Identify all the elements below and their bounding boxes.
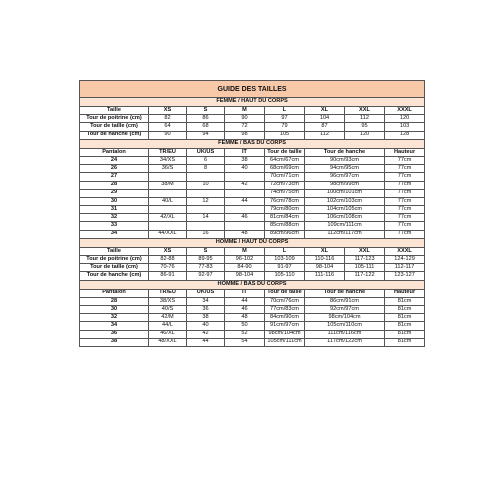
table-cell: 44/L bbox=[149, 322, 187, 330]
table-cell: 112 bbox=[305, 131, 345, 139]
table-cell: 40 bbox=[225, 165, 265, 173]
table-cell: 79cm/80cm bbox=[265, 206, 305, 214]
section-heading-row bbox=[80, 139, 425, 148]
table-row bbox=[80, 338, 425, 346]
table-cell: 38/M bbox=[149, 181, 187, 189]
column-header: XXXL bbox=[385, 247, 425, 255]
table-cell: 98-104 bbox=[225, 272, 265, 280]
table-cell: 81cm bbox=[385, 338, 425, 346]
table-cell: 34/XS bbox=[149, 156, 187, 164]
table-cell: 92cm/97cm bbox=[305, 305, 385, 313]
table-cell: 29 bbox=[80, 189, 149, 197]
table-cell: 84cm/90cm bbox=[265, 314, 305, 322]
table-cell: 70cm/76cm bbox=[265, 297, 305, 305]
table-row bbox=[80, 181, 425, 189]
table-cell: 72cm/73cm bbox=[265, 181, 305, 189]
table-cell: Tour de hanche (cm) bbox=[80, 272, 149, 280]
table-cell: 104 bbox=[305, 115, 345, 123]
table-cell: 44 bbox=[187, 338, 225, 346]
table-cell: 77cm bbox=[385, 165, 425, 173]
table-cell bbox=[187, 189, 225, 197]
section-heading: FEMME / BAS DU CORPS bbox=[80, 139, 425, 148]
table-cell: 79 bbox=[265, 123, 305, 131]
table-cell: 90cm/93cm bbox=[305, 156, 385, 164]
table-cell: 38/XS bbox=[149, 297, 187, 305]
column-header: XS bbox=[149, 107, 187, 115]
table-cell: 64cm/67cm bbox=[265, 156, 305, 164]
table-cell: 105-110 bbox=[265, 272, 305, 280]
table-cell: 27 bbox=[80, 173, 149, 181]
column-header: Pantalon bbox=[80, 289, 149, 297]
table-cell: 32 bbox=[80, 314, 149, 322]
table-header-row bbox=[80, 247, 425, 255]
table-cell: 70-76 bbox=[149, 264, 187, 272]
column-header: XXL bbox=[345, 247, 385, 255]
table-cell: 8 bbox=[187, 165, 225, 173]
table-cell: 81cm bbox=[385, 305, 425, 313]
table-cell: 105-111 bbox=[345, 264, 385, 272]
table-cell: 10 bbox=[187, 181, 225, 189]
column-header: Pantalon bbox=[80, 148, 149, 156]
table-cell: Tour de poitrine (cm) bbox=[80, 256, 149, 264]
table-cell: 77cm/83cm bbox=[265, 305, 305, 313]
table-cell: 32 bbox=[80, 214, 149, 222]
table-cell: 102cm/103cm bbox=[305, 197, 385, 205]
table-cell: 77-83 bbox=[187, 264, 225, 272]
table-cell: 42 bbox=[187, 330, 225, 338]
table-cell: 103 bbox=[385, 123, 425, 131]
column-header: IT bbox=[225, 148, 265, 156]
table-cell: 14 bbox=[187, 214, 225, 222]
table-cell: 111cm/116cm bbox=[305, 330, 385, 338]
column-header: UK/US bbox=[187, 148, 225, 156]
section-heading-row bbox=[80, 238, 425, 247]
table-cell: 34 bbox=[187, 297, 225, 305]
table-cell: 70cm/71cm bbox=[265, 173, 305, 181]
table-cell: 105 bbox=[265, 131, 305, 139]
table-cell: 38 bbox=[187, 314, 225, 322]
section-heading-row bbox=[80, 280, 425, 289]
table-row bbox=[80, 222, 425, 230]
table-cell: 91-97 bbox=[265, 264, 305, 272]
column-header: L bbox=[265, 107, 305, 115]
column-header: Taille bbox=[80, 247, 149, 255]
section-heading: FEMME / HAUT DU CORPS bbox=[80, 98, 425, 107]
column-header: Tour de taille bbox=[265, 148, 305, 156]
table-cell: 81cm bbox=[385, 322, 425, 330]
table-cell: 44 bbox=[225, 297, 265, 305]
table-cell bbox=[149, 173, 187, 181]
table-cell: 6 bbox=[187, 156, 225, 164]
table-cell: 24 bbox=[80, 156, 149, 164]
column-header: XS bbox=[149, 247, 187, 255]
column-header: TR/EU bbox=[149, 148, 187, 156]
table-cell: 128 bbox=[385, 131, 425, 139]
table-cell bbox=[149, 222, 187, 230]
table-row bbox=[80, 173, 425, 181]
table-row bbox=[80, 256, 425, 264]
column-header: XL bbox=[305, 247, 345, 255]
table-row bbox=[80, 314, 425, 322]
table-cell: 40/L bbox=[149, 197, 187, 205]
table-cell: 68cm/69cm bbox=[265, 165, 305, 173]
table-cell: 77cm bbox=[385, 156, 425, 164]
table-cell: 68 bbox=[187, 123, 225, 131]
table-cell: 112 bbox=[345, 115, 385, 123]
table-row bbox=[80, 322, 425, 330]
table-cell: 120 bbox=[385, 115, 425, 123]
table-cell: 38 bbox=[80, 338, 149, 346]
table-cell bbox=[187, 173, 225, 181]
table-cell: 81cm bbox=[385, 297, 425, 305]
column-header: Taille bbox=[80, 107, 149, 115]
table-cell: 123-127 bbox=[385, 272, 425, 280]
table-cell bbox=[149, 189, 187, 197]
table-cell: 38 bbox=[225, 156, 265, 164]
column-header: M bbox=[225, 247, 265, 255]
table-header-row bbox=[80, 107, 425, 115]
column-header: Hauteur bbox=[385, 289, 425, 297]
table-cell: 104cm/105cm bbox=[305, 206, 385, 214]
table-cell: 31 bbox=[80, 206, 149, 214]
table-cell: 84-90 bbox=[225, 264, 265, 272]
table-row bbox=[80, 123, 425, 131]
table-cell: 74cm/75cm bbox=[265, 189, 305, 197]
table-cell: 82 bbox=[149, 115, 187, 123]
table-cell: Tour de poitrine (cm) bbox=[80, 115, 149, 123]
table-cell bbox=[187, 222, 225, 230]
table-cell: 106cm/108cm bbox=[305, 214, 385, 222]
table-cell: 72 bbox=[225, 123, 265, 131]
table-cell bbox=[187, 206, 225, 214]
table-cell: 98-104 bbox=[305, 264, 345, 272]
table-cell: 44 bbox=[225, 197, 265, 205]
table-row bbox=[80, 214, 425, 222]
table-row bbox=[80, 206, 425, 214]
table-cell: 85cm/88cm bbox=[265, 222, 305, 230]
table-cell: 48 bbox=[225, 314, 265, 322]
table-row bbox=[80, 264, 425, 272]
table-row bbox=[80, 165, 425, 173]
table-cell: 96-102 bbox=[225, 256, 265, 264]
table-cell: 42/XL bbox=[149, 214, 187, 222]
table-cell: 77cm bbox=[385, 189, 425, 197]
table-cell: 77cm bbox=[385, 206, 425, 214]
table-cell: 98cm/99cm bbox=[305, 181, 385, 189]
table-cell: 42 bbox=[225, 181, 265, 189]
table-cell: 44/XXL bbox=[149, 230, 187, 238]
column-header: UK/US bbox=[187, 289, 225, 297]
column-header: S bbox=[187, 247, 225, 255]
section-heading: HOMME / HAUT DU CORPS bbox=[80, 238, 425, 247]
table-cell: 100cm/101cm bbox=[305, 189, 385, 197]
table-cell: 30 bbox=[80, 197, 149, 205]
table-cell: 54 bbox=[225, 338, 265, 346]
table-cell: 40/S bbox=[149, 305, 187, 313]
table-cell: 86-91 bbox=[149, 272, 187, 280]
table-cell: 92-97 bbox=[187, 272, 225, 280]
table-cell: 98cm/104cm bbox=[305, 314, 385, 322]
table-cell: Tour de taille (cm) bbox=[80, 264, 149, 272]
table-cell: 103-109 bbox=[265, 256, 305, 264]
table-cell: 16 bbox=[187, 230, 225, 238]
table-cell: 28 bbox=[80, 181, 149, 189]
column-header: IT bbox=[225, 289, 265, 297]
table-cell: 86 bbox=[187, 115, 225, 123]
title-row bbox=[80, 81, 425, 98]
column-header: Tour de hanche bbox=[305, 289, 385, 297]
table-cell: 77cm bbox=[385, 181, 425, 189]
table-cell: 12 bbox=[187, 197, 225, 205]
table-cell: 77cm bbox=[385, 197, 425, 205]
table-cell: 117-122 bbox=[345, 272, 385, 280]
table-cell: 48/XXL bbox=[149, 338, 187, 346]
table-cell: 42/M bbox=[149, 314, 187, 322]
table-row bbox=[80, 305, 425, 313]
table-cell: 124-129 bbox=[385, 256, 425, 264]
table-cell: 34 bbox=[80, 230, 149, 238]
table-cell bbox=[149, 206, 187, 214]
table-row bbox=[80, 115, 425, 123]
table-cell bbox=[225, 173, 265, 181]
table-cell: 77cm bbox=[385, 214, 425, 222]
page-title: GUIDE DES TAILLES bbox=[80, 81, 425, 98]
table-cell: 98 bbox=[225, 131, 265, 139]
column-header: XXXL bbox=[385, 107, 425, 115]
table-cell: 81cm bbox=[385, 330, 425, 338]
table-cell: 81cm/84cm bbox=[265, 214, 305, 222]
table-cell: 46 bbox=[225, 305, 265, 313]
table-cell: 64 bbox=[149, 123, 187, 131]
column-header: L bbox=[265, 247, 305, 255]
column-header: Tour de taille bbox=[265, 289, 305, 297]
table-cell: 36 bbox=[80, 330, 149, 338]
table-cell: 94cm/95cm bbox=[305, 165, 385, 173]
table-cell: 46 bbox=[225, 214, 265, 222]
table-cell bbox=[225, 206, 265, 214]
table-header-row bbox=[80, 148, 425, 156]
table-cell: 94 bbox=[187, 131, 225, 139]
table-row bbox=[80, 330, 425, 338]
column-header: XXL bbox=[345, 107, 385, 115]
table-cell: 117cm/122cm bbox=[305, 338, 385, 346]
column-header: Hauteur bbox=[385, 148, 425, 156]
table-cell: 77cm bbox=[385, 230, 425, 238]
table-cell: 91cm/97cm bbox=[265, 322, 305, 330]
column-header: XL bbox=[305, 107, 345, 115]
table-cell: Tour de hanche (cm) bbox=[80, 131, 149, 139]
table-row bbox=[80, 197, 425, 205]
section-heading-row bbox=[80, 98, 425, 107]
table-row bbox=[80, 230, 425, 238]
table-header-row bbox=[80, 289, 425, 297]
table-cell: 105cm/110cm bbox=[305, 322, 385, 330]
table-cell: 110-116 bbox=[305, 256, 345, 264]
size-guide-table bbox=[79, 80, 425, 347]
table-row bbox=[80, 272, 425, 280]
table-cell: 76cm/78cm bbox=[265, 197, 305, 205]
table-cell: Tour de taille (cm) bbox=[80, 123, 149, 131]
table-cell: 90 bbox=[225, 115, 265, 123]
table-cell: 30 bbox=[80, 305, 149, 313]
table-cell: 95 bbox=[345, 123, 385, 131]
table-cell: 120 bbox=[345, 131, 385, 139]
table-cell bbox=[225, 189, 265, 197]
column-header: TR/EU bbox=[149, 289, 187, 297]
table-cell: 96cm/97cm bbox=[305, 173, 385, 181]
table-cell: 36 bbox=[187, 305, 225, 313]
table-row bbox=[80, 131, 425, 139]
table-cell: 50 bbox=[225, 322, 265, 330]
column-header: Tour de hanche bbox=[305, 148, 385, 156]
table-cell: 33 bbox=[80, 222, 149, 230]
table-cell: 28 bbox=[80, 297, 149, 305]
table-cell: 77cm bbox=[385, 173, 425, 181]
column-header: S bbox=[187, 107, 225, 115]
table-cell: 97 bbox=[265, 115, 305, 123]
table-cell: 34 bbox=[80, 322, 149, 330]
table-cell: 109cm/111cm bbox=[305, 222, 385, 230]
table-row bbox=[80, 297, 425, 305]
column-header: M bbox=[225, 107, 265, 115]
section-heading: HOMME / BAS DU CORPS bbox=[80, 280, 425, 289]
table-row bbox=[80, 189, 425, 197]
table-cell: 40 bbox=[187, 322, 225, 330]
table-cell: 82-88 bbox=[149, 256, 187, 264]
table-cell: 87 bbox=[305, 123, 345, 131]
table-cell: 86cm/91cm bbox=[305, 297, 385, 305]
table-cell: 46/XL bbox=[149, 330, 187, 338]
table-cell: 81cm bbox=[385, 314, 425, 322]
table-cell: 90 bbox=[149, 131, 187, 139]
table-cell: 48 bbox=[225, 230, 265, 238]
table-cell: 112cm/117cm bbox=[305, 230, 385, 238]
table-cell: 98cm/104cm bbox=[265, 330, 305, 338]
table-row bbox=[80, 156, 425, 164]
table-cell: 36/S bbox=[149, 165, 187, 173]
table-cell: 105cm/111cm bbox=[265, 338, 305, 346]
table-cell bbox=[225, 222, 265, 230]
table-cell: 112-117 bbox=[385, 264, 425, 272]
table-cell: 26 bbox=[80, 165, 149, 173]
table-cell: 77cm bbox=[385, 222, 425, 230]
table-cell: 89cm/96cm bbox=[265, 230, 305, 238]
table-cell: 117-123 bbox=[345, 256, 385, 264]
table-cell: 89-95 bbox=[187, 256, 225, 264]
table-cell: 52 bbox=[225, 330, 265, 338]
table-cell: 111-116 bbox=[305, 272, 345, 280]
